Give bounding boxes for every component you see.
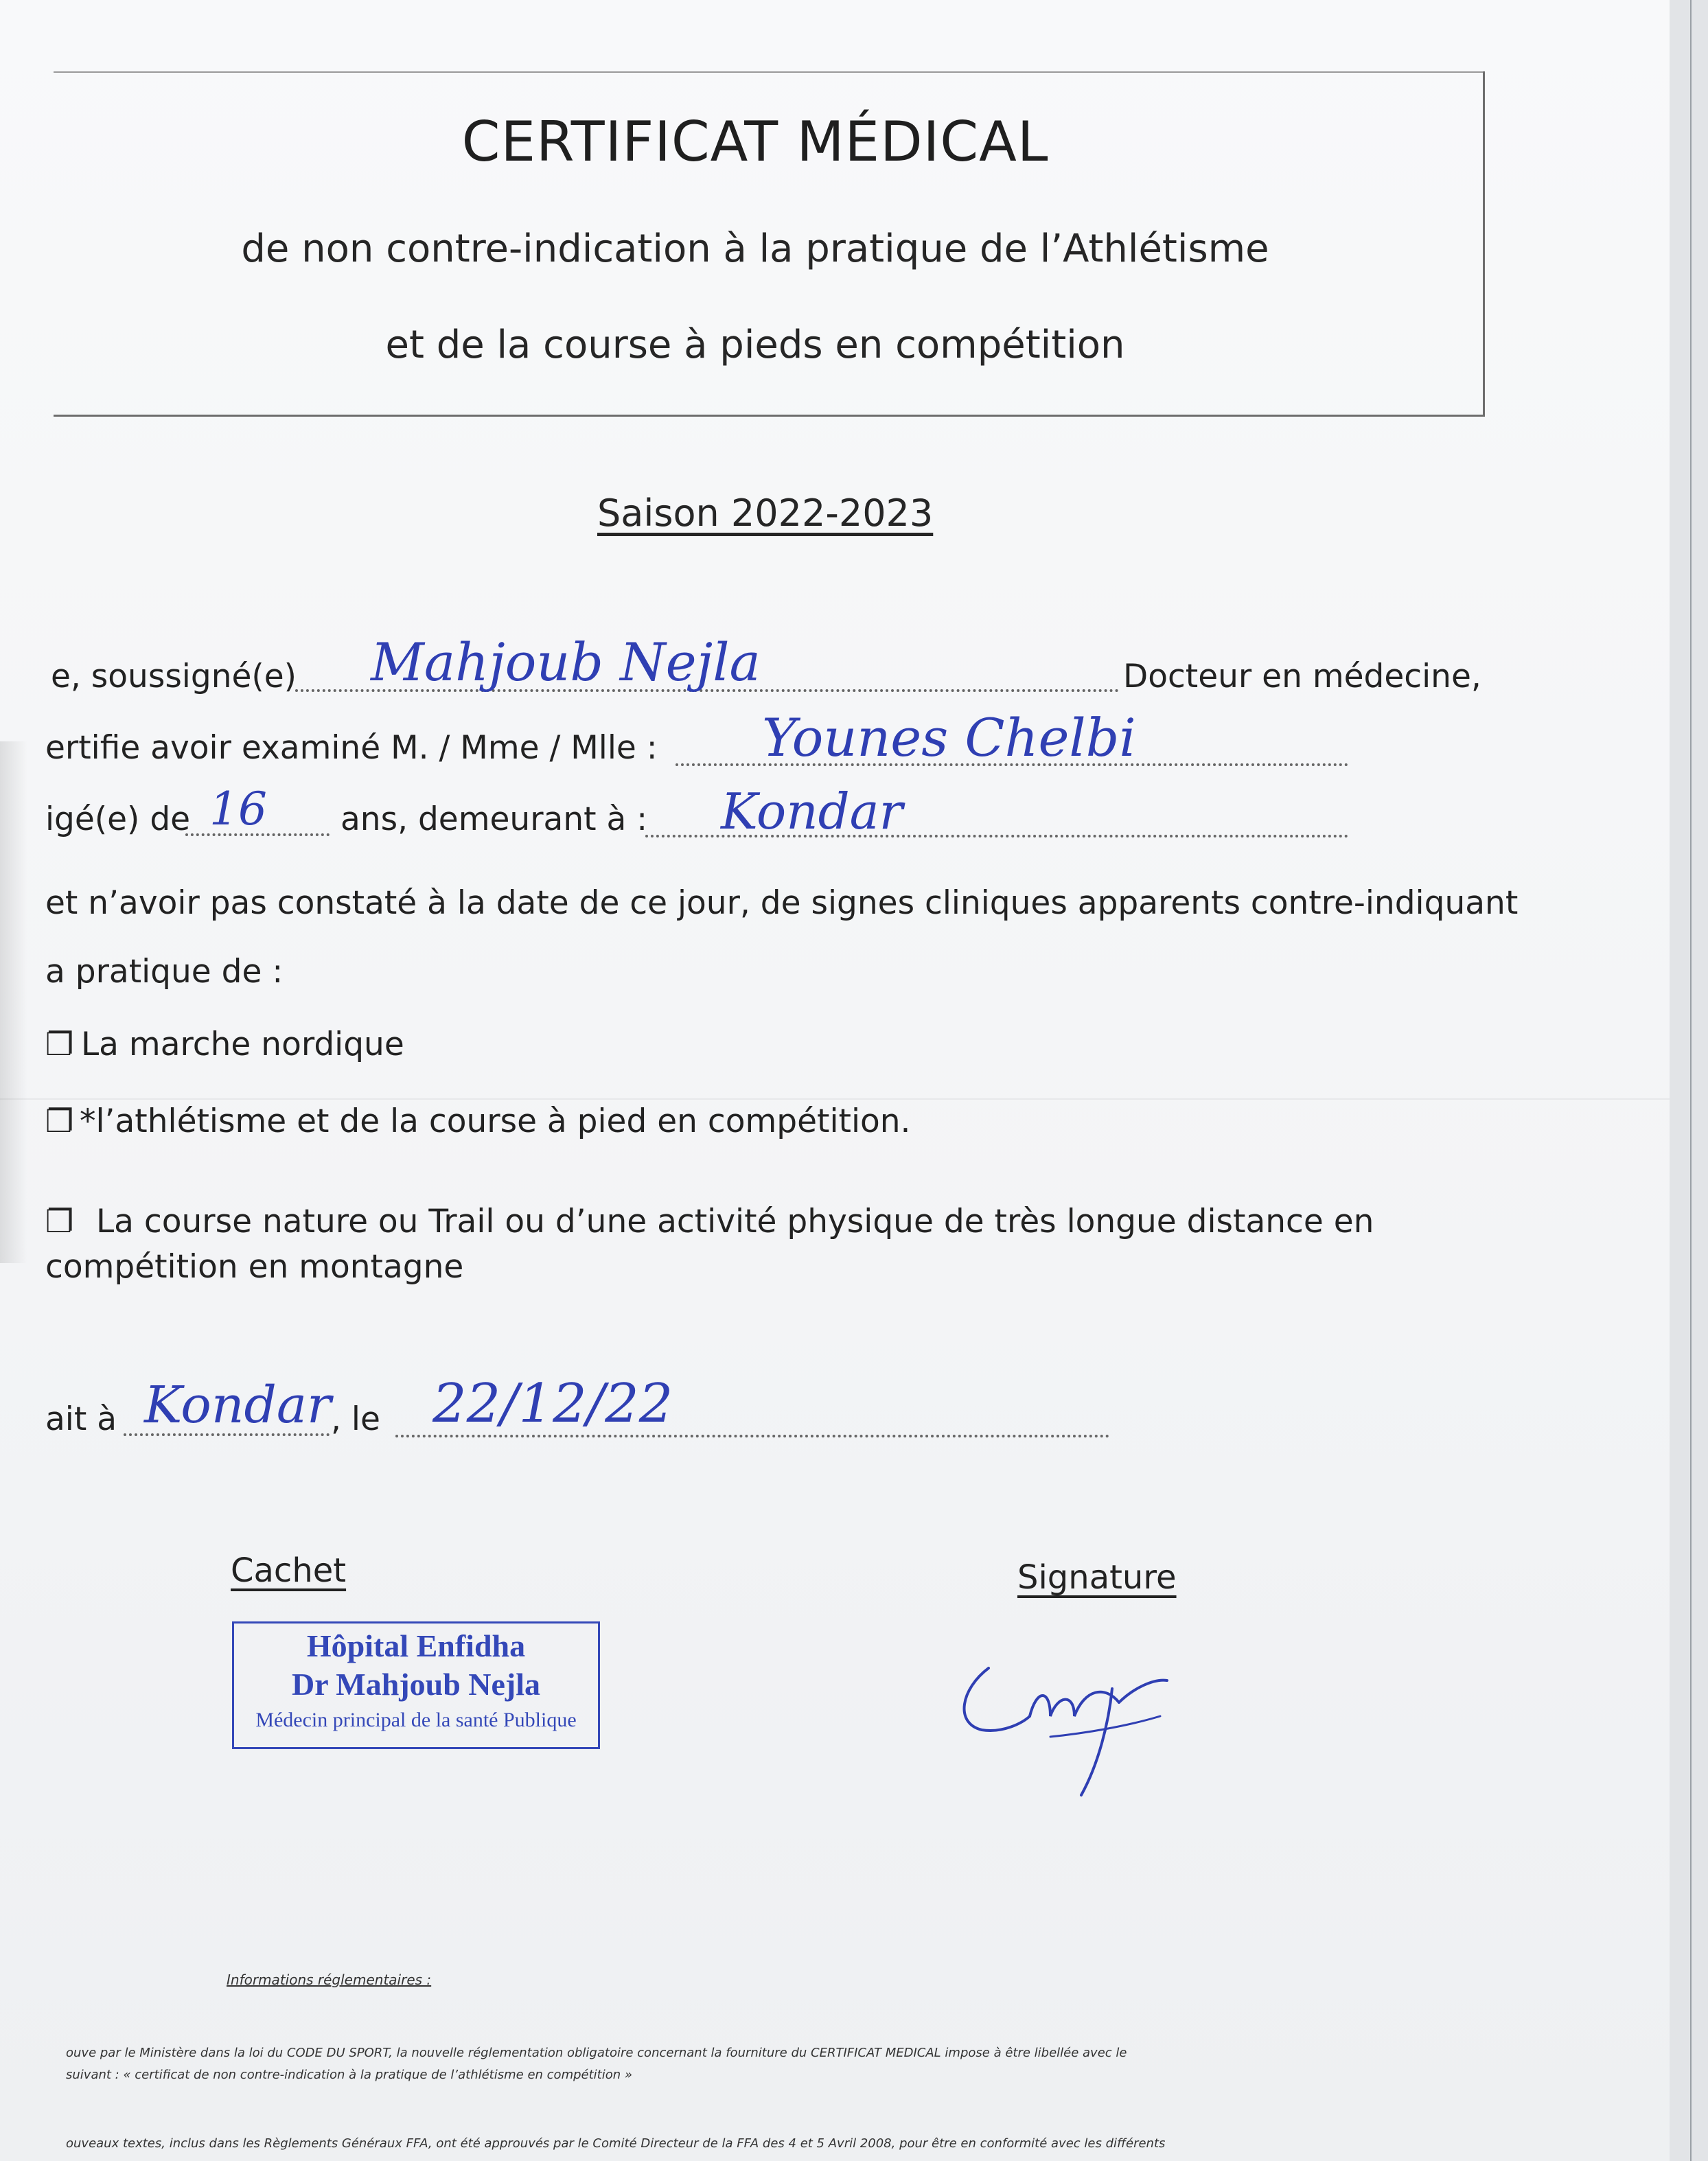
paper-shadow <box>0 741 27 1263</box>
soussigne-label: e, soussigné(e) <box>51 658 297 695</box>
footer-title: Informations réglementaires : <box>227 1972 432 1988</box>
address-handwritten[interactable]: Kondar <box>721 783 903 840</box>
signature-label: Signature <box>1017 1558 1177 1597</box>
footer-line-2: suivant : « certificat de non contre-indication à la pratique de l’athlétisme en compétition » <box>66 2068 632 2082</box>
pratique-label: a pratique de : <box>45 953 284 991</box>
certificate-title: CERTIFICAT MÉDICAL <box>461 110 1049 174</box>
docteur-label: Docteur en médecine, <box>1123 658 1481 695</box>
checkbox-athletisme[interactable]: ❐ <box>45 1102 74 1140</box>
option-course-nature: La course nature ou Trail ou d’une activité physique de très longue distance en <box>96 1203 1374 1240</box>
hospital-stamp <box>232 1621 600 1749</box>
certificate-subtitle-1: de non contre-indication à la pratique de l’Athlétisme <box>241 227 1269 271</box>
doctor-name-handwritten[interactable]: Mahjoub Nejla <box>371 632 761 693</box>
date-handwritten[interactable]: 22/12/22 <box>432 1373 673 1435</box>
stamp-line-3: Médecin principal de la santé Publique <box>255 1709 577 1731</box>
footer-line-1: ouve par le Ministère dans la loi du CODE DU SPORT, la nouvelle réglementation obligatoire concernant la fourniture du CERTIFICAT MEDICAL impose à être libellée avec le <box>66 2046 1127 2060</box>
option-athletisme: *l’athlétisme et de la course à pied en compétition. <box>80 1102 911 1140</box>
option-course-nature-cont: compétition en montagne <box>45 1248 464 1286</box>
checkbox-marche-nordique[interactable]: ❐ <box>45 1026 74 1063</box>
patient-name-handwritten[interactable]: Younes Chelbi <box>762 707 1136 768</box>
paper-edge-line <box>1690 0 1692 2161</box>
place-handwritten[interactable]: Kondar <box>144 1376 332 1435</box>
option-marche-nordique: La marche nordique <box>81 1026 404 1063</box>
doctor-signature <box>947 1648 1236 1812</box>
date-dots <box>395 1435 1109 1437</box>
age-label: igé(e) de <box>45 800 191 838</box>
le-label: , le <box>331 1400 380 1438</box>
certifie-label: ertifie avoir examiné M. / Mme / Mlle : <box>45 729 658 767</box>
stamp-line-1: Hôpital Enfidha <box>306 1628 526 1663</box>
footer-line-3: ouveaux textes, inclus dans les Règlements Généraux FFA, ont été approuvés par le Comité Directeur de la FFA des 4 et 5 Avril 2008, pour être en conformité avec les différents <box>66 2136 1166 2151</box>
stamp-line-2: Dr Mahjoub Nejla <box>291 1667 541 1702</box>
certificate-subtitle-2: et de la course à pieds en compétition <box>385 323 1125 367</box>
cachet-label: Cachet <box>231 1551 347 1590</box>
demeurant-label: ans, demeurant à : <box>341 800 648 838</box>
age-handwritten[interactable]: 16 <box>209 783 267 835</box>
paper-fold <box>0 1098 1708 1100</box>
checkbox-course-nature[interactable]: ❐ <box>45 1203 74 1240</box>
fait-label: ait à <box>45 1400 117 1438</box>
constat-text: et n’avoir pas constaté à la date de ce jour, de signes cliniques apparents contre-indiquant <box>45 884 1519 922</box>
season-label: Saison 2022-2023 <box>597 492 934 535</box>
paper-edge <box>1670 0 1708 2161</box>
